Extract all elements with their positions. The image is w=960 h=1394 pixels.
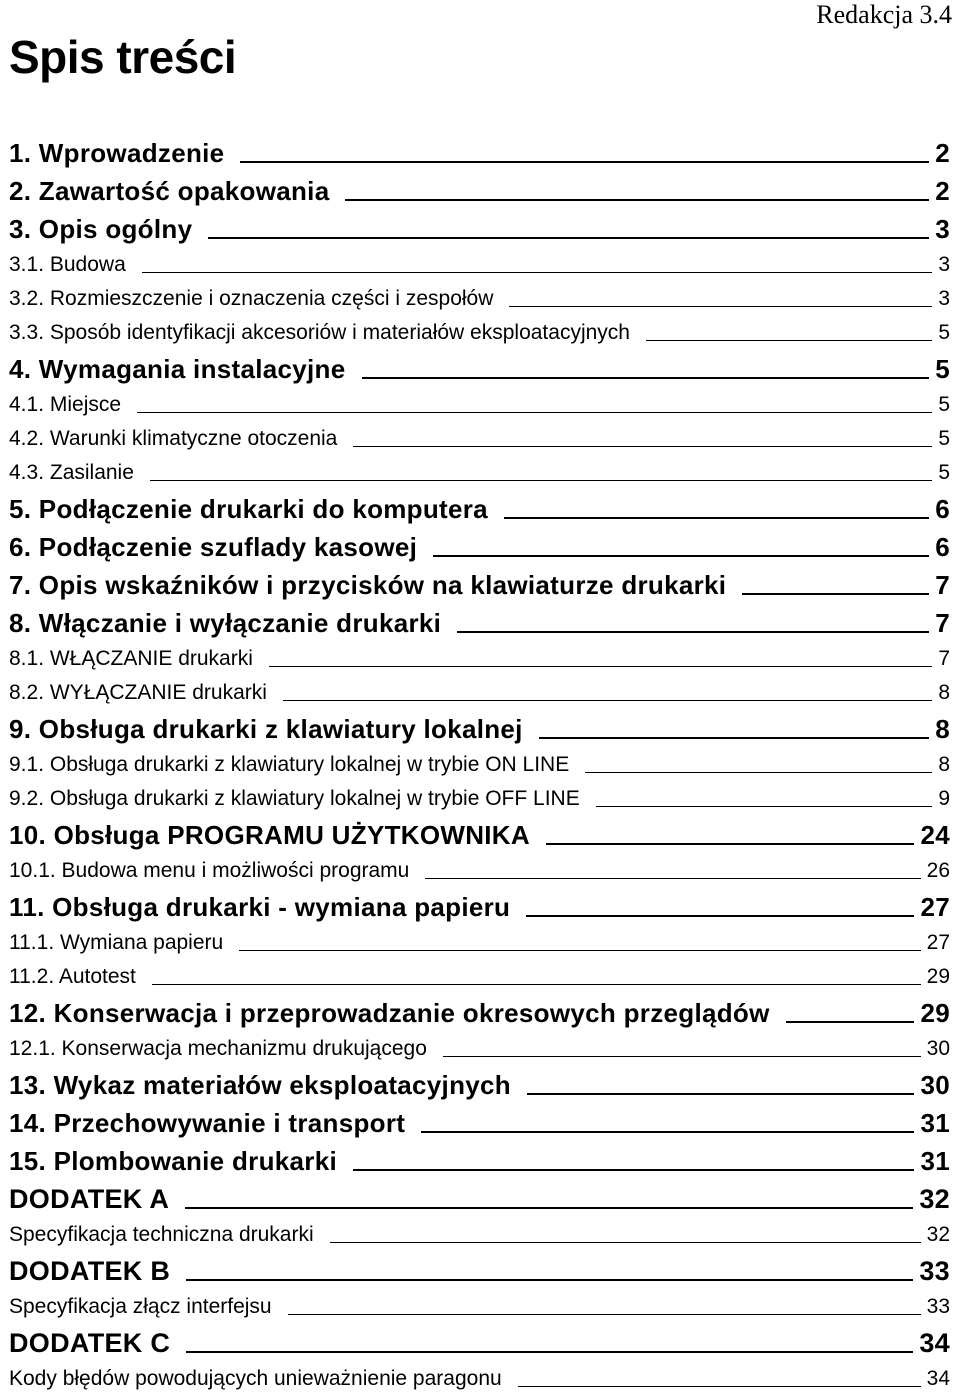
toc-entry-label: Specyfikacja techniczna drukarki [9,1223,314,1246]
toc-leader-line [345,199,929,201]
toc-leader-line [786,1021,915,1023]
toc-page-number: 7 [935,608,950,638]
toc-page-number: 31 [920,1146,950,1176]
toc-page-number: 27 [920,892,950,922]
toc-entry-label: 11.2. Autotest [9,965,136,988]
toc-entry[interactable] [9,176,950,206]
toc-leader-line [526,915,914,917]
toc-leader-line [539,737,930,739]
toc-page-number: 31 [920,1108,950,1138]
toc-entry-label: 1. Wprowadzenie [9,138,225,168]
toc-entry-label: 11.1. Wymiana papieru [9,931,224,954]
toc-page-number: 5 [938,427,950,450]
toc-entry-label: 13. Wykaz materiałów eksploatacyjnych [9,1070,511,1100]
toc-page-number: 32 [926,1223,950,1246]
toc-entry-label: 2. Zawartość opakowania [9,176,330,206]
revision-label: Redakcja 3.4 [816,0,952,29]
toc-entry-label: DODATEK A [9,1184,170,1214]
toc-leader-line [185,1207,913,1209]
toc-subentry[interactable] [9,786,950,812]
toc-entry-label: 8.1. WŁĄCZANIE drukarki [9,647,253,670]
toc-subentry[interactable] [9,1366,950,1392]
toc-leader-line [239,950,920,951]
toc-leader-line [269,666,932,667]
toc-subentry[interactable] [9,286,950,312]
toc-page-number: 33 [919,1256,950,1286]
toc-leader-line [585,772,932,773]
toc-subentry[interactable] [9,930,950,956]
toc-leader-line [353,446,932,447]
toc-leader-line [425,878,920,879]
toc-entry-label: 9.1. Obsługa drukarki z klawiatury lokalnej w trybie ON LINE [9,753,570,776]
toc-entry-label: 10. Obsługa PROGRAMU UŻYTKOWNIKA [9,820,530,850]
toc-entry-label: Specyfikacja złącz interfejsu [9,1295,272,1318]
toc-page-number: 30 [926,1037,950,1060]
toc-leader-line [527,1093,915,1095]
toc-entry[interactable] [9,714,950,744]
toc-entry-label: 7. Opis wskaźników i przycisków na klawiaturze drukarki [9,570,727,600]
toc-leader-line [421,1131,914,1133]
toc-leader-line [646,340,932,341]
toc-entry-label: DODATEK C [9,1328,171,1358]
toc-leader-line [186,1351,913,1353]
toc-page-number: 29 [920,998,950,1028]
toc-page-number: 32 [919,1184,950,1214]
toc-page-number: 5 [938,321,950,344]
toc-leader-line [353,1169,914,1171]
toc-entry[interactable] [9,138,950,168]
toc-subentry[interactable] [9,680,950,706]
toc-page-number: 3 [935,214,950,244]
toc-page-number: 7 [938,647,950,670]
toc-page-number: 6 [935,532,950,562]
toc-entry-label: 11. Obsługa drukarki - wymiana papieru [9,892,511,922]
toc-entry-label: Kody błędów powodujących unieważnienie paragonu [9,1367,502,1390]
toc-entry-label: 8. Włączanie i wyłączanie drukarki [9,608,442,638]
toc-leader-line [288,1314,921,1315]
toc-entry-label: 9. Obsługa drukarki z klawiatury lokalnej [9,714,523,744]
toc-subentry[interactable] [9,252,950,278]
toc-subentry[interactable] [9,1294,950,1320]
toc-subentry[interactable] [9,1036,950,1062]
toc-entry-label: 5. Podłączenie drukarki do komputera [9,494,488,524]
toc-entry-label: 15. Plombowanie drukarki [9,1146,337,1176]
toc-entry-label: 14. Przechowywanie i transport [9,1108,406,1138]
toc-page-number: 2 [935,138,950,168]
toc-leader-line [457,631,929,633]
toc-entry-label: DODATEK B [9,1256,171,1286]
toc-leader-line [433,555,929,557]
toc-subentry[interactable] [9,752,950,778]
toc-entry[interactable] [9,494,950,524]
toc-page-number: 8 [938,681,950,704]
toc-leader-line [362,377,930,379]
toc-entry-label: 3.1. Budowa [9,253,126,276]
toc-leader-line [443,1056,921,1057]
toc-page-number: 8 [935,714,950,744]
toc-entry-label: 4.2. Warunki klimatyczne otoczenia [9,427,338,450]
toc-entry[interactable] [9,354,950,384]
toc-entry-label: 12.1. Konserwacja mechanizmu drukującego [9,1037,427,1060]
toc-page-number: 34 [919,1328,950,1358]
toc-page-number: 3 [938,253,950,276]
toc-page-number: 29 [926,965,950,988]
toc-leader-line [546,843,915,845]
toc-entry[interactable] [9,214,950,244]
toc-subentry[interactable] [9,858,950,884]
toc-leader-line [142,272,933,273]
toc-entry-label: 3. Opis ogólny [9,214,193,244]
toc-page-number: 6 [935,494,950,524]
toc-entry[interactable] [9,1184,950,1214]
toc-subentry[interactable] [9,460,950,486]
toc-leader-line [283,700,932,701]
toc-leader-line [742,593,929,595]
toc-leader-line [208,237,929,239]
toc-leader-line [240,161,929,163]
toc-page-number: 24 [920,820,950,850]
toc-entry[interactable] [9,532,950,562]
toc-entry-label: 6. Podłączenie szuflady kasowej [9,532,418,562]
toc-entry[interactable] [9,1328,950,1358]
toc-subentry[interactable] [9,964,950,990]
toc-subentry[interactable] [9,646,950,672]
toc-entry-label: 4.1. Miejsce [9,393,122,416]
toc-entry-label: 4. Wymagania instalacyjne [9,354,346,384]
toc-leader-line [596,806,933,807]
toc-leader-line [504,517,929,519]
toc-leader-line [150,480,932,481]
toc-entry-label: 4.3. Zasilanie [9,461,134,484]
toc-entry[interactable] [9,1070,950,1100]
toc-page-number: 5 [938,461,950,484]
toc-entry-label: 12. Konserwacja i przeprowadzanie okresowych przeglądów [9,998,770,1028]
toc-leader-line [330,1242,921,1243]
toc-entry[interactable] [9,820,950,850]
toc-subentry[interactable] [9,320,950,346]
toc-leader-line [509,306,932,307]
toc-page-number: 27 [926,931,950,954]
toc-entry[interactable] [9,892,950,922]
toc-entry-label: 3.3. Sposób identyfikacji akcesoriów i materiałów eksploatacyjnych [9,321,630,344]
toc-entry-label: 10.1. Budowa menu i możliwości programu [9,859,410,882]
toc-page-number: 30 [920,1070,950,1100]
toc-page-number: 33 [926,1295,950,1318]
toc-leader-line [186,1279,913,1281]
toc-page-number: 5 [938,393,950,416]
toc-page-number: 9 [938,787,950,810]
toc-page-number: 2 [935,176,950,206]
toc-subentry[interactable] [9,392,950,418]
toc-page-number: 7 [935,570,950,600]
toc-entry-label: 9.2. Obsługa drukarki z klawiatury lokalnej w trybie OFF LINE [9,787,580,810]
toc-subentry[interactable] [9,1222,950,1248]
toc-entry[interactable] [9,998,950,1028]
toc-page-number: 34 [926,1367,950,1390]
toc-page-number: 26 [926,859,950,882]
toc-entry[interactable] [9,1108,950,1138]
toc-leader-line [137,412,932,413]
toc-entry[interactable] [9,1256,950,1286]
toc-subentry[interactable] [9,426,950,452]
toc-entry-label: 8.2. WYŁĄCZANIE drukarki [9,681,267,704]
toc-leader-line [518,1386,921,1387]
page-title: Spis treści [9,31,237,83]
toc-page-number: 8 [938,753,950,776]
toc-page-number: 3 [938,287,950,310]
toc-leader-line [152,984,921,985]
toc-entry[interactable] [9,570,950,600]
toc-entry-label: 3.2. Rozmieszczenie i oznaczenia części i zespołów [9,287,494,310]
toc-page-number: 5 [935,354,950,384]
toc-entry[interactable] [9,608,950,638]
toc-entry[interactable] [9,1146,950,1176]
